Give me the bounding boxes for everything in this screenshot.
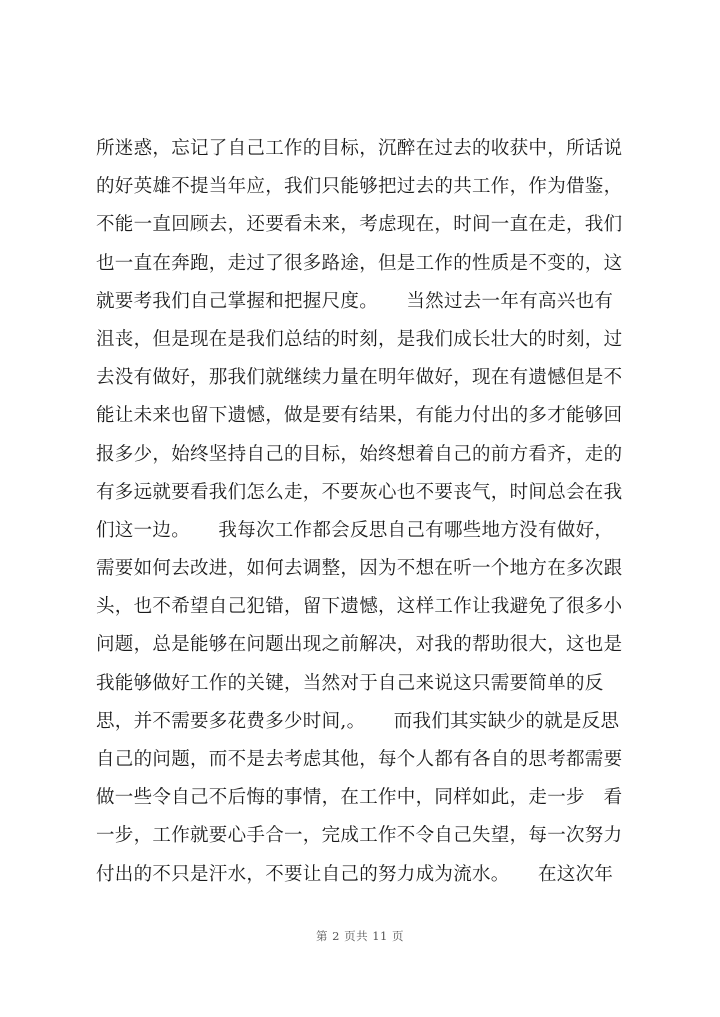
- text-line: 报多少，始终坚持自己的目标，始终想着自己的前方看齐，走的: [96, 443, 623, 465]
- text-line: 需要如何去改进，如何去调整，因为不想在听一个地方在多次跟: [96, 558, 623, 580]
- text-line: 我能够做好工作的关键，当然对于自己来说这只需要简单的反: [96, 672, 604, 694]
- text-line: 所迷惑，忘记了自己工作的目标，沉醉在过去的收获中，所话说: [96, 138, 623, 159]
- text-line: 付出的不只是汗水，不要让自己的努力成为流水。 在这次年: [96, 863, 614, 885]
- text-line: 自己的问题，而不是去考虑其他，每个人都有各自的思考都需要: [96, 749, 623, 770]
- text-line: 去没有做好，那我们就继续力量在明年做好，现在有遗憾但是不: [96, 367, 623, 389]
- text-line: 问题，总是能够在问题出现之前解决，对我的帮助很大，这也是: [96, 634, 623, 656]
- text-line: 做一些令自己不后悔的事情，在工作中，同样如此，走一步 看: [96, 787, 623, 809]
- text-line: 头，也不希望自己犯错，留下遗憾，这样工作让我避免了很多小: [96, 596, 623, 618]
- page-number-footer: 第 2 页共 11 页: [315, 929, 405, 943]
- body-text: [96, 130, 656, 894]
- text-line: 有多远就要看我们怎么走，不要灰心也不要丧气，时间总会在我: [96, 481, 623, 503]
- text-line: 能让未来也留下遗憾，做是要有结果，有能力付出的多才能够回: [96, 405, 623, 427]
- text-line: 思，并不需要多花费多少时间,。 而我们其实缺少的就是反思: [96, 710, 620, 732]
- text-line: 也一直在奔跑，走过了很多路途，但是工作的性质是不变的，这: [96, 252, 623, 274]
- text-line: 不能一直回顾去，还要看未来，考虑现在，时间一直在走，我们: [96, 214, 623, 236]
- text-line: 的好英雄不提当年应，我们只能够把过去的共工作，作为借鉴，: [96, 176, 623, 198]
- text-line: 就要考我们自己掌握和把握尺度。 当然过去一年有高兴也有: [96, 290, 614, 312]
- text-line: 沮丧，但是现在是我们总结的时刻，是我们成长壮大的时刻，过: [96, 328, 623, 350]
- text-line: 们这一边。 我每次工作都会反思自己有哪些地方没有做好，: [96, 519, 614, 541]
- text-line: 一步，工作就要心手合一，完成工作不令自己失望，每一次努力: [96, 825, 623, 847]
